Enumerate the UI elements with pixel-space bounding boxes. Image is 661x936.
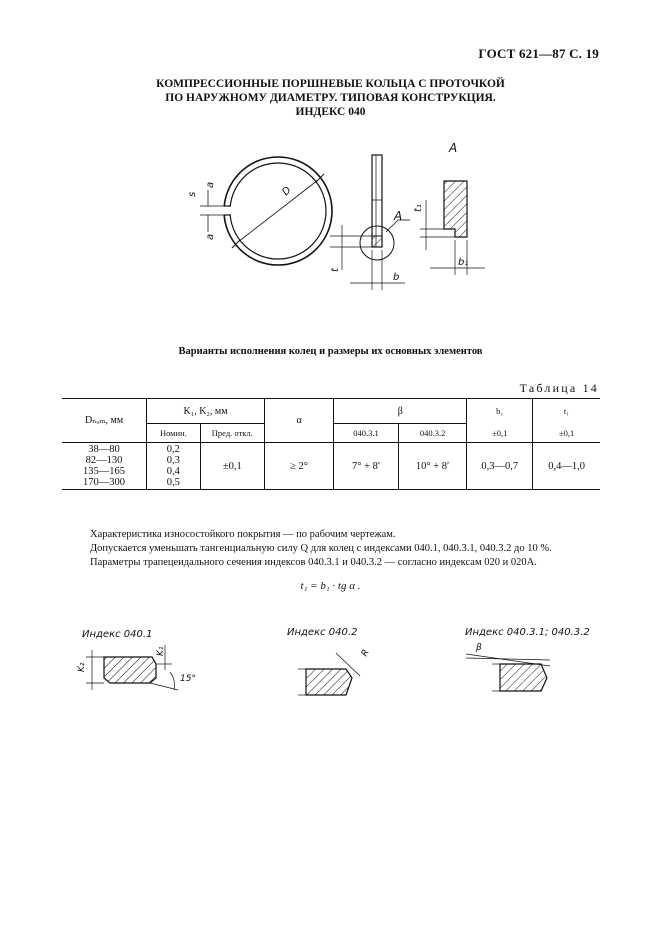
sketch-040-2 [298,653,360,695]
label-d: D [280,184,294,199]
label-b: b [393,272,400,283]
title-line-2: ПО НАРУЖНОМУ ДИАМЕТРУ. ТИПОВАЯ КОНСТРУКЦИЯ. [165,92,496,104]
label-angle-15: 15° [180,674,196,684]
d-value: 135—165 [83,466,126,477]
notes [90,528,630,570]
index-040-1-label: Индекс 040.1 [82,629,153,640]
ring-drawing [0,0,661,340]
label-beta: β [476,643,482,653]
col-k-nom: Номин. [147,424,201,443]
title-line-1: КОМПРЕССИОННЫЕ ПОРШНЕВЫЕ КОЛЬЦА С ПРОТОЧКОЙ [156,78,505,90]
note-3: Параметры трапецеидального сечения индексов 040.3.1 и 040.3.2 — согласно индексам 020 и 020А. [90,557,537,568]
label-t1: t₁ [413,204,424,212]
col-b1: b₁ [467,399,533,424]
cell-alpha: ≥ 2° [264,443,333,490]
formula: t₁ = b₁ · tg α . [300,580,361,592]
title-line-3: ИНДЕКС 040 [295,106,366,118]
cell-beta-2: 10° + 8′ [398,443,466,490]
cell-beta-1: 7° + 8′ [334,443,399,490]
d-value: 82—130 [85,455,123,466]
label-k1: K₁ [156,646,166,656]
col-dnom: Dₙₒₘ, мм [62,399,147,443]
cell-d-values [62,443,147,490]
k-value: 0,5 [166,477,180,488]
detail-sketches [0,630,661,730]
col-alpha: α [264,399,333,443]
spec-table [62,398,600,490]
label-a-leader: A [394,209,403,223]
col-b1-tol: ±0,1 [467,424,533,443]
col-t1-tol: ±0,1 [533,424,600,443]
table-subtitle: Варианты исполнения колец и размеры их основных элементов [178,346,483,357]
k-value: 0,4 [166,466,180,477]
label-a2: a [205,233,216,240]
col-beta-2: 040.3.2 [398,424,466,443]
label-k2: K₂ [77,662,87,672]
page-header: ГОСТ 621—87 С. 19 [478,46,599,61]
table-header-row-1 [62,399,600,424]
label-t: t [330,268,341,272]
d-value: 38—80 [88,444,120,455]
cell-b1: 0,3—0,7 [467,443,533,490]
cell-t1: 0,4—1,0 [533,443,600,490]
col-t1: t₁ [533,399,600,424]
ring-front-view [200,157,332,265]
cell-k-values [147,443,201,490]
cell-k-tol: ±0,1 [200,443,264,490]
label-b1: b₁ [458,257,469,268]
index-040-3-label: Индекс 040.3.1; 040.3.2 [465,627,590,638]
col-k: K₁, K₂, мм [147,399,265,424]
label-a1: a [205,181,216,188]
label-r: R [359,648,372,659]
detail-a-section [420,181,485,275]
col-beta-1: 040.3.1 [334,424,399,443]
col-beta: β [334,399,467,424]
k-value: 0,2 [166,444,180,455]
k-value: 0,3 [166,455,180,466]
table-row [62,443,600,490]
table-number: Таблица 14 [519,381,599,395]
note-1: Характеристика износостойкого покрытия — по рабочим чертежам. [90,529,396,540]
label-s: s [187,191,198,197]
col-k-tol: Пред. откл. [200,424,264,443]
label-a-top: A [449,141,458,155]
d-value: 170—300 [83,477,126,488]
index-040-2-label: Индекс 040.2 [287,627,358,638]
note-2: Допускается уменьшать тангенциальную силу Q для колец с индексами 040.1, 040.3.1, 040.3.2 до 10 %. [90,543,552,554]
sketch-040-3 [466,654,550,691]
